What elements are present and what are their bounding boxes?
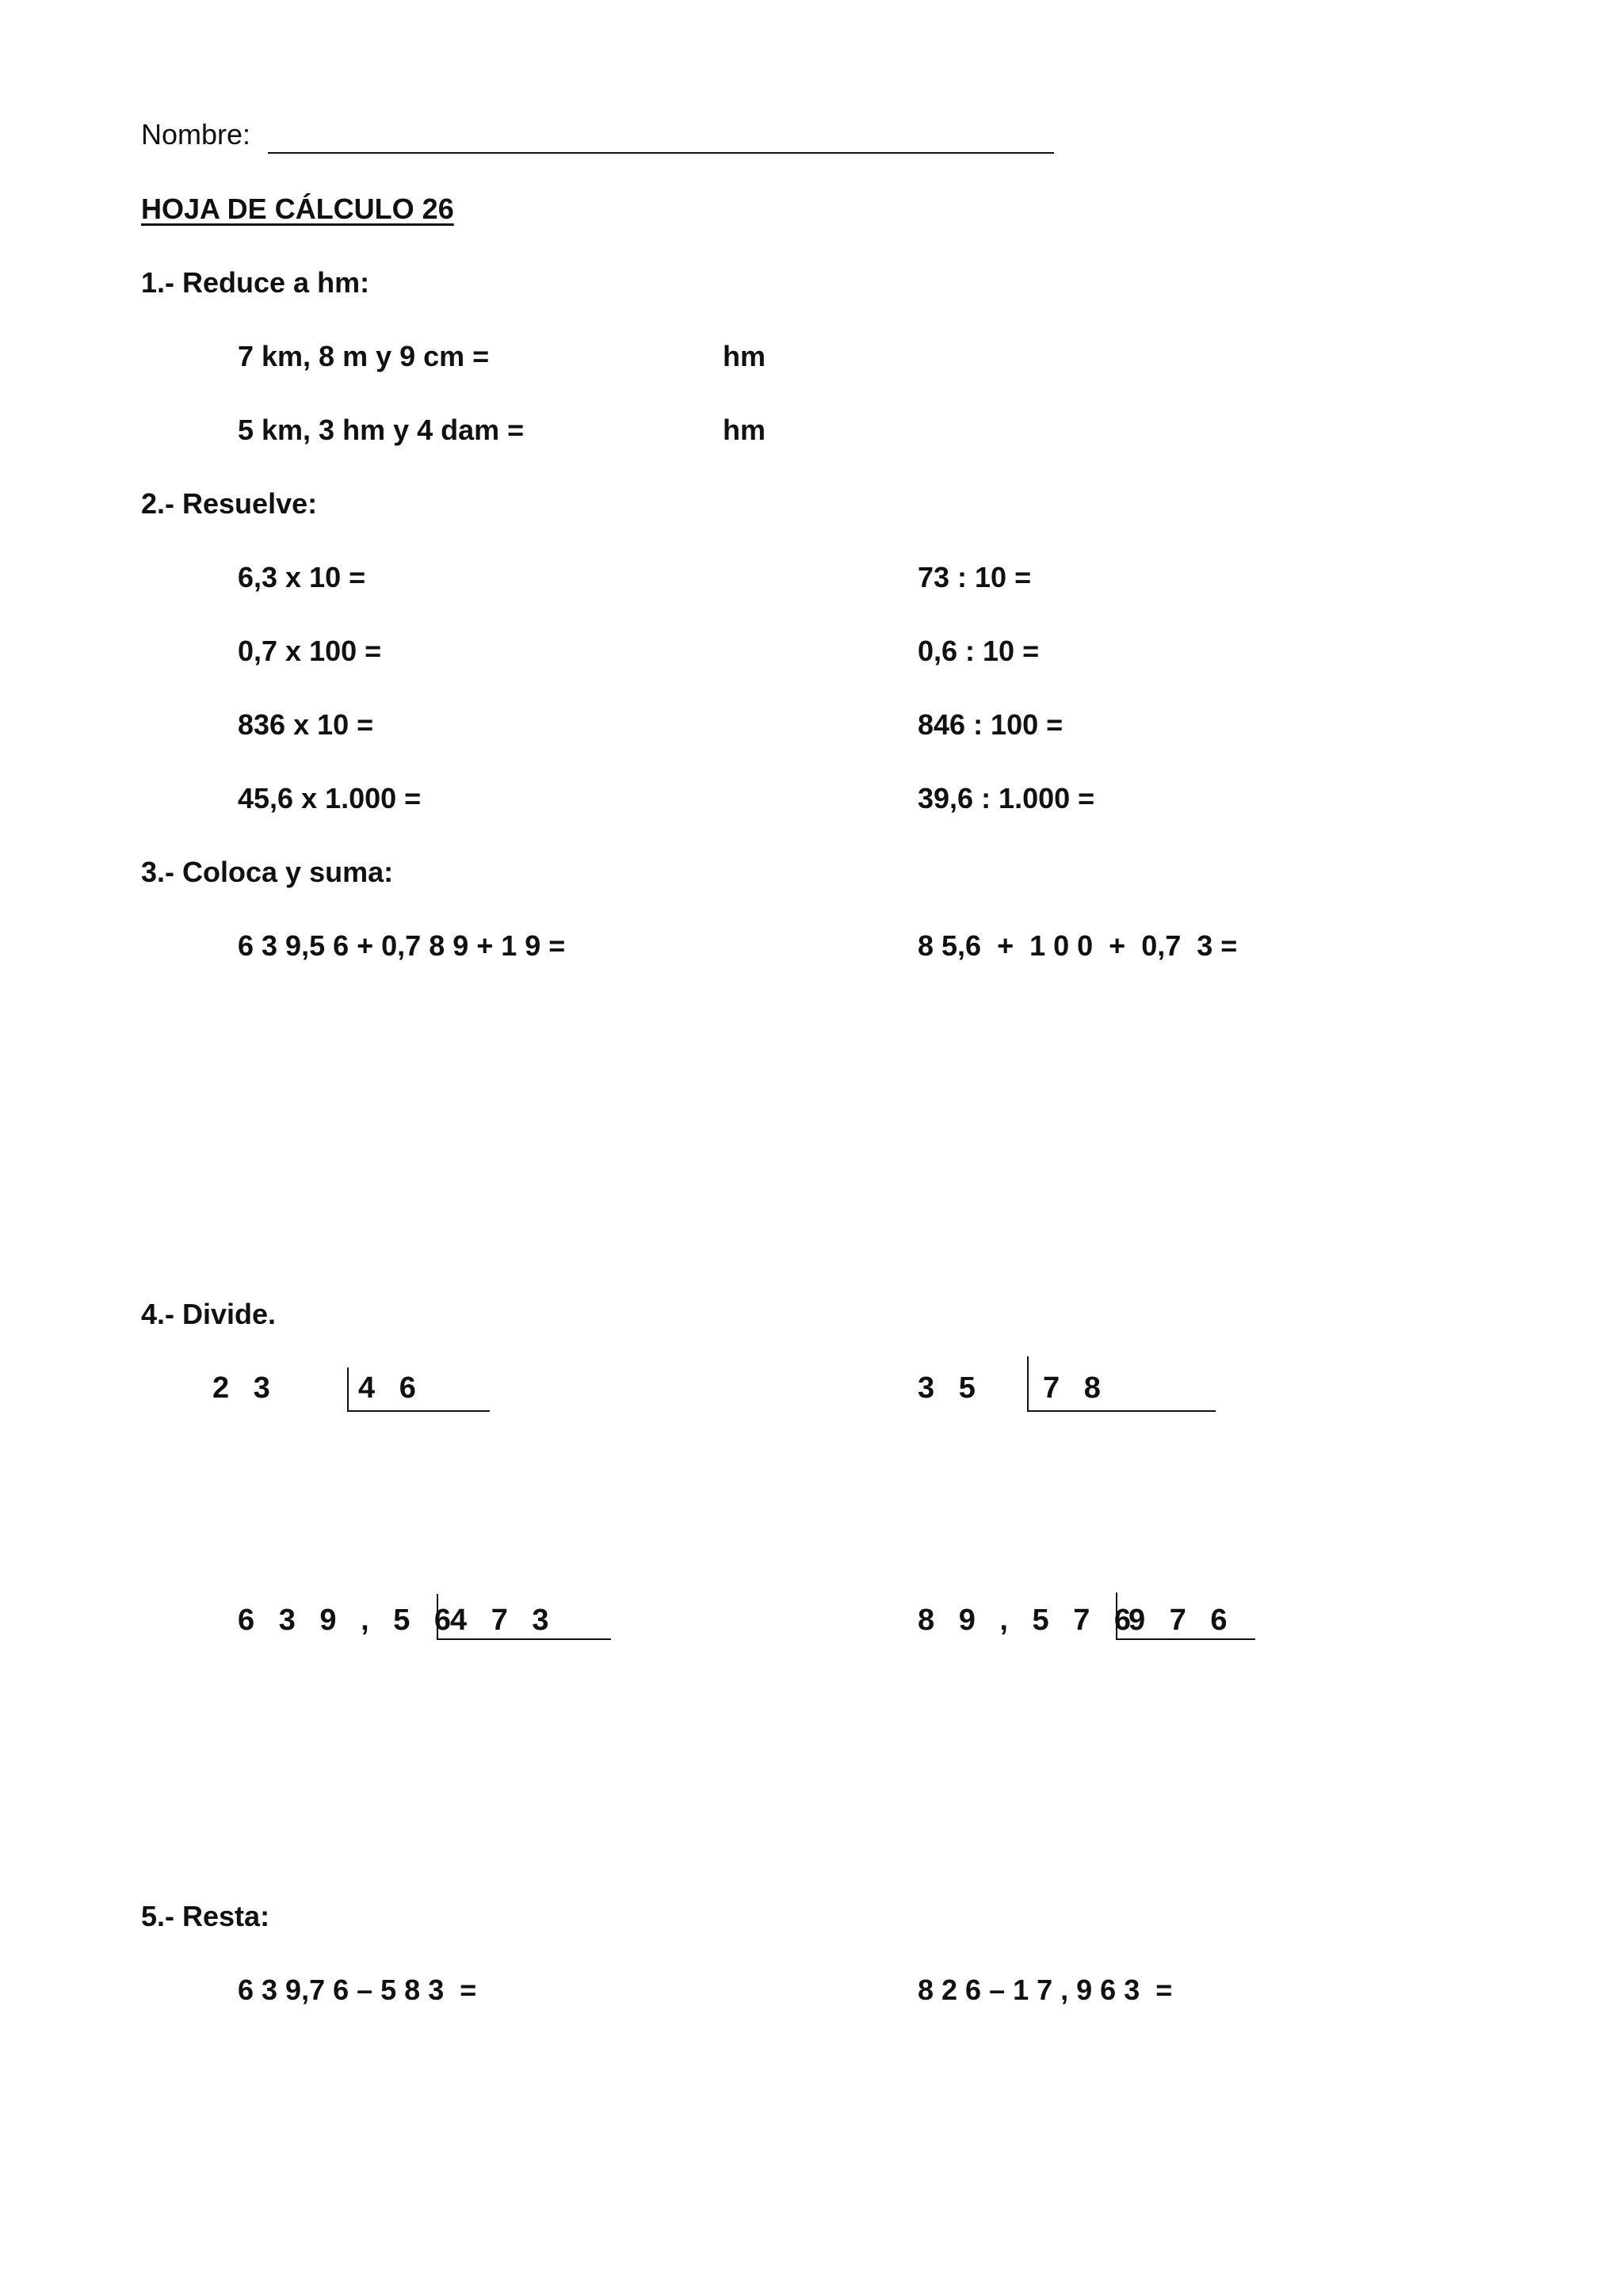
reduce-unit-1: hm bbox=[723, 340, 766, 372]
divide-item-1: 73 : 10 = bbox=[918, 561, 1032, 593]
division-1-divisor: 4 6 bbox=[358, 1371, 424, 1405]
division-2-line bbox=[1027, 1410, 1216, 1412]
section-1-heading: 1.- Reduce a hm: bbox=[141, 266, 370, 299]
subtract-item-2: 8 2 6 – 1 7 , 9 6 3 = bbox=[918, 1974, 1173, 2006]
name-label: Nombre: bbox=[141, 118, 251, 151]
worksheet-title: HOJA DE CÁLCULO 26 bbox=[141, 193, 454, 225]
division-4-line bbox=[1116, 1638, 1255, 1640]
reduce-item-1: 7 km, 8 m y 9 cm = bbox=[238, 340, 490, 372]
subtract-item-1: 6 3 9,7 6 – 5 8 3 = bbox=[238, 1974, 477, 2006]
division-1-dividend: 2 3 bbox=[212, 1371, 278, 1405]
sum-item-1: 6 3 9,5 6 + 0,7 8 9 + 1 9 = bbox=[238, 929, 566, 962]
divide-item-4: 39,6 : 1.000 = bbox=[918, 782, 1095, 814]
section-3-heading: 3.- Coloca y suma: bbox=[141, 856, 394, 888]
multiply-item-1: 6,3 x 10 = bbox=[238, 561, 366, 593]
multiply-item-4: 45,6 x 1.000 = bbox=[238, 782, 422, 814]
reduce-unit-2: hm bbox=[723, 414, 766, 446]
division-3-dividend: 6 3 9 , 5 6 bbox=[238, 1604, 460, 1637]
division-3-line bbox=[437, 1638, 611, 1640]
name-blank-line[interactable] bbox=[268, 152, 1054, 154]
section-4-heading: 4.- Divide. bbox=[141, 1298, 277, 1330]
division-4-divisor: 9 7 6 bbox=[1128, 1604, 1235, 1637]
divide-item-3: 846 : 100 = bbox=[918, 708, 1064, 741]
division-1-line bbox=[347, 1410, 490, 1412]
section-5-heading: 5.- Resta: bbox=[141, 1900, 270, 1932]
sum-item-2: 8 5,6 + 1 0 0 + 0,7 3 = bbox=[918, 929, 1238, 962]
multiply-item-3: 836 x 10 = bbox=[238, 708, 374, 741]
division-3-divisor: 4 7 3 bbox=[450, 1604, 557, 1637]
division-2-divisor: 7 8 bbox=[1043, 1371, 1109, 1405]
section-2-heading: 2.- Resuelve: bbox=[141, 487, 318, 520]
reduce-item-2: 5 km, 3 hm y 4 dam = bbox=[238, 414, 525, 446]
division-4-dividend: 8 9 , 5 7 6 bbox=[918, 1604, 1140, 1637]
division-3-bracket bbox=[437, 1594, 438, 1638]
division-2-bracket bbox=[1027, 1356, 1029, 1410]
divide-item-2: 0,6 : 10 = bbox=[918, 635, 1040, 667]
division-1-bracket bbox=[347, 1367, 349, 1410]
multiply-item-2: 0,7 x 100 = bbox=[238, 635, 382, 667]
division-4-bracket bbox=[1116, 1592, 1117, 1638]
division-2-dividend: 3 5 bbox=[918, 1371, 983, 1405]
